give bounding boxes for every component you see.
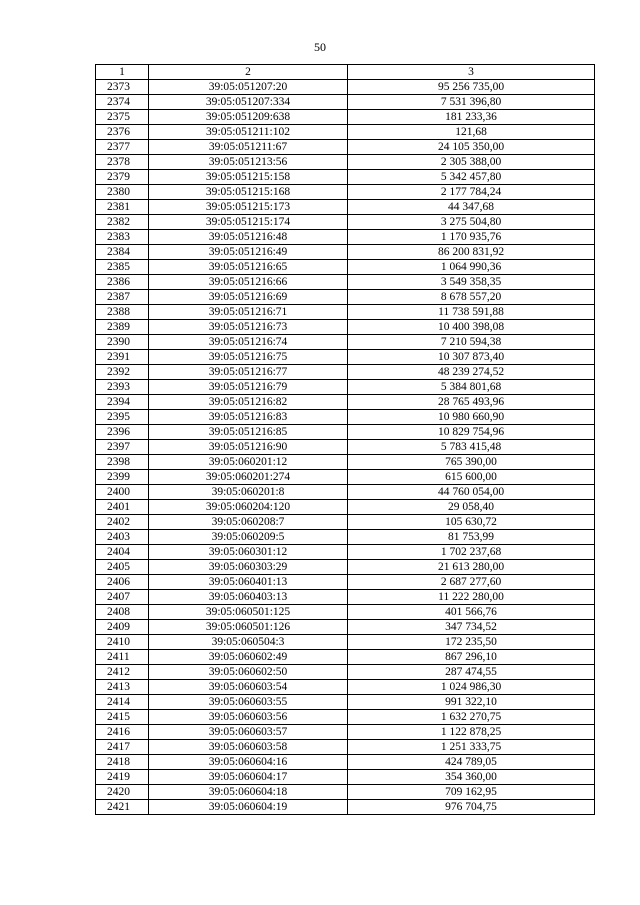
cadastral-number-cell: 39:05:051207:334 xyxy=(149,95,348,110)
cadastral-number-cell: 39:05:060603:55 xyxy=(149,695,348,710)
cadastral-number-cell: 39:05:051216:83 xyxy=(149,410,348,425)
cadastral-number-cell: 39:05:051216:71 xyxy=(149,305,348,320)
row-number-cell: 2381 xyxy=(96,200,149,215)
value-cell: 7 531 396,80 xyxy=(348,95,595,110)
cadastral-number-cell: 39:05:051216:75 xyxy=(149,350,348,365)
cadastral-number-cell: 39:05:051216:79 xyxy=(149,380,348,395)
cadastral-number-cell: 39:05:051213:56 xyxy=(149,155,348,170)
cadastral-number-cell: 39:05:060504:3 xyxy=(149,635,348,650)
value-cell: 401 566,76 xyxy=(348,605,595,620)
table-row xyxy=(96,95,595,110)
row-number-cell: 2384 xyxy=(96,245,149,260)
table-row xyxy=(96,770,595,785)
cadastral-number-cell: 39:05:051216:77 xyxy=(149,365,348,380)
table-row xyxy=(96,170,595,185)
value-cell: 2 305 388,00 xyxy=(348,155,595,170)
value-cell: 287 474,55 xyxy=(348,665,595,680)
table-row xyxy=(96,260,595,275)
table-row xyxy=(96,290,595,305)
row-number-cell: 2402 xyxy=(96,515,149,530)
table-row xyxy=(96,590,595,605)
row-number-cell: 2391 xyxy=(96,350,149,365)
table-row xyxy=(96,320,595,335)
row-number-cell: 2376 xyxy=(96,125,149,140)
cadastral-number-cell: 39:05:060403:13 xyxy=(149,590,348,605)
table-row xyxy=(96,740,595,755)
value-cell: 1 632 270,75 xyxy=(348,710,595,725)
table-row xyxy=(96,725,595,740)
table-row xyxy=(96,245,595,260)
value-cell: 1 251 333,75 xyxy=(348,740,595,755)
table-row xyxy=(96,455,595,470)
value-cell: 81 753,99 xyxy=(348,530,595,545)
value-cell: 765 390,00 xyxy=(348,455,595,470)
cadastral-number-cell: 39:05:060201:274 xyxy=(149,470,348,485)
cadastral-number-cell: 39:05:060602:50 xyxy=(149,665,348,680)
row-number-cell: 2410 xyxy=(96,635,149,650)
cadastral-number-cell: 39:05:051209:638 xyxy=(149,110,348,125)
table-row xyxy=(96,155,595,170)
cadastral-number-cell: 39:05:060604:16 xyxy=(149,755,348,770)
row-number-cell: 2393 xyxy=(96,380,149,395)
table-row xyxy=(96,335,595,350)
value-cell: 29 058,40 xyxy=(348,500,595,515)
value-cell: 5 384 801,68 xyxy=(348,380,595,395)
cadastral-number-cell: 39:05:060603:56 xyxy=(149,710,348,725)
table-row xyxy=(96,305,595,320)
column-header-1: 1 xyxy=(96,65,149,80)
table-row xyxy=(96,800,595,815)
cadastral-number-cell: 39:05:051215:173 xyxy=(149,200,348,215)
row-number-cell: 2396 xyxy=(96,425,149,440)
row-number-cell: 2386 xyxy=(96,275,149,290)
value-cell: 105 630,72 xyxy=(348,515,595,530)
table-row xyxy=(96,185,595,200)
value-cell: 1 064 990,36 xyxy=(348,260,595,275)
row-number-cell: 2382 xyxy=(96,215,149,230)
page-number: 50 xyxy=(314,40,326,54)
row-number-cell: 2408 xyxy=(96,605,149,620)
cadastral-number-cell: 39:05:051216:82 xyxy=(149,395,348,410)
cadastral-number-cell: 39:05:051211:102 xyxy=(149,125,348,140)
cadastral-number-cell: 39:05:060604:17 xyxy=(149,770,348,785)
table-header-row xyxy=(96,65,595,80)
table-row xyxy=(96,380,595,395)
row-number-cell: 2417 xyxy=(96,740,149,755)
table-row xyxy=(96,395,595,410)
row-number-cell: 2394 xyxy=(96,395,149,410)
value-cell: 44 760 054,00 xyxy=(348,485,595,500)
row-number-cell: 2418 xyxy=(96,755,149,770)
column-header-3: 3 xyxy=(348,65,595,80)
value-cell: 3 275 504,80 xyxy=(348,215,595,230)
table-row xyxy=(96,425,595,440)
cadastral-number-cell: 39:05:051215:168 xyxy=(149,185,348,200)
cadastral-number-cell: 39:05:051216:49 xyxy=(149,245,348,260)
table-row xyxy=(96,545,595,560)
row-number-cell: 2389 xyxy=(96,320,149,335)
table-row xyxy=(96,530,595,545)
cadastral-number-cell: 39:05:051215:158 xyxy=(149,170,348,185)
table-row xyxy=(96,635,595,650)
value-cell: 11 738 591,88 xyxy=(348,305,595,320)
value-cell: 991 322,10 xyxy=(348,695,595,710)
cadastral-number-cell: 39:05:051216:65 xyxy=(149,260,348,275)
table-row xyxy=(96,680,595,695)
row-number-cell: 2374 xyxy=(96,95,149,110)
table-row xyxy=(96,215,595,230)
row-number-cell: 2415 xyxy=(96,710,149,725)
table-body xyxy=(96,80,595,815)
row-number-cell: 2398 xyxy=(96,455,149,470)
table-row xyxy=(96,605,595,620)
value-cell: 1 024 986,30 xyxy=(348,680,595,695)
row-number-cell: 2405 xyxy=(96,560,149,575)
row-number-cell: 2390 xyxy=(96,335,149,350)
row-number-cell: 2397 xyxy=(96,440,149,455)
row-number-cell: 2380 xyxy=(96,185,149,200)
table-row xyxy=(96,560,595,575)
cadastral-number-cell: 39:05:051216:69 xyxy=(149,290,348,305)
value-cell: 86 200 831,92 xyxy=(348,245,595,260)
table-row xyxy=(96,710,595,725)
row-number-cell: 2419 xyxy=(96,770,149,785)
value-cell: 121,68 xyxy=(348,125,595,140)
row-number-cell: 2401 xyxy=(96,500,149,515)
row-number-cell: 2383 xyxy=(96,230,149,245)
cadastral-number-cell: 39:05:060501:125 xyxy=(149,605,348,620)
row-number-cell: 2403 xyxy=(96,530,149,545)
row-number-cell: 2399 xyxy=(96,470,149,485)
table-row xyxy=(96,410,595,425)
cadastral-number-cell: 39:05:060604:18 xyxy=(149,785,348,800)
value-cell: 354 360,00 xyxy=(348,770,595,785)
table-row xyxy=(96,110,595,125)
value-cell: 28 765 493,96 xyxy=(348,395,595,410)
value-cell: 2 687 277,60 xyxy=(348,575,595,590)
value-cell: 5 783 415,48 xyxy=(348,440,595,455)
cadastral-number-cell: 39:05:051215:174 xyxy=(149,215,348,230)
value-cell: 867 296,10 xyxy=(348,650,595,665)
table-row xyxy=(96,515,595,530)
value-cell: 976 704,75 xyxy=(348,800,595,815)
table-row xyxy=(96,80,595,95)
value-cell: 172 235,50 xyxy=(348,635,595,650)
table-row xyxy=(96,350,595,365)
cadastral-number-cell: 39:05:060303:29 xyxy=(149,560,348,575)
table-row xyxy=(96,755,595,770)
value-cell: 709 162,95 xyxy=(348,785,595,800)
table-row xyxy=(96,665,595,680)
table-row xyxy=(96,500,595,515)
cadastral-number-cell: 39:05:060209:5 xyxy=(149,530,348,545)
value-cell: 615 600,00 xyxy=(348,470,595,485)
value-cell: 1 170 935,76 xyxy=(348,230,595,245)
value-cell: 10 980 660,90 xyxy=(348,410,595,425)
value-cell: 10 829 754,96 xyxy=(348,425,595,440)
value-cell: 11 222 280,00 xyxy=(348,590,595,605)
table-row xyxy=(96,140,595,155)
value-cell: 3 549 358,35 xyxy=(348,275,595,290)
value-cell: 1 122 878,25 xyxy=(348,725,595,740)
table-row xyxy=(96,275,595,290)
cadastral-number-cell: 39:05:060603:58 xyxy=(149,740,348,755)
row-number-cell: 2375 xyxy=(96,110,149,125)
value-cell: 2 177 784,24 xyxy=(348,185,595,200)
table-row xyxy=(96,620,595,635)
cadastral-number-cell: 39:05:060301:12 xyxy=(149,545,348,560)
table-row xyxy=(96,470,595,485)
value-cell: 48 239 274,52 xyxy=(348,365,595,380)
cadastral-number-cell: 39:05:051207:20 xyxy=(149,80,348,95)
cadastral-number-cell: 39:05:051216:48 xyxy=(149,230,348,245)
cadastral-number-cell: 39:05:051216:85 xyxy=(149,425,348,440)
row-number-cell: 2387 xyxy=(96,290,149,305)
value-cell: 10 400 398,08 xyxy=(348,320,595,335)
row-number-cell: 2420 xyxy=(96,785,149,800)
row-number-cell: 2404 xyxy=(96,545,149,560)
row-number-cell: 2400 xyxy=(96,485,149,500)
cadastral-number-cell: 39:05:060602:49 xyxy=(149,650,348,665)
value-cell: 181 233,36 xyxy=(348,110,595,125)
row-number-cell: 2392 xyxy=(96,365,149,380)
row-number-cell: 2378 xyxy=(96,155,149,170)
table-row xyxy=(96,575,595,590)
value-cell: 8 678 557,20 xyxy=(348,290,595,305)
row-number-cell: 2414 xyxy=(96,695,149,710)
value-cell: 5 342 457,80 xyxy=(348,170,595,185)
cadastral-number-cell: 39:05:060201:8 xyxy=(149,485,348,500)
data-table xyxy=(95,64,595,815)
value-cell: 44 347,68 xyxy=(348,200,595,215)
row-number-cell: 2411 xyxy=(96,650,149,665)
cadastral-number-cell: 39:05:051216:66 xyxy=(149,275,348,290)
table-row xyxy=(96,485,595,500)
value-cell: 21 613 280,00 xyxy=(348,560,595,575)
cadastral-number-cell: 39:05:060603:57 xyxy=(149,725,348,740)
cadastral-number-cell: 39:05:051216:73 xyxy=(149,320,348,335)
row-number-cell: 2379 xyxy=(96,170,149,185)
value-cell: 424 789,05 xyxy=(348,755,595,770)
cadastral-number-cell: 39:05:060204:120 xyxy=(149,500,348,515)
cadastral-number-cell: 39:05:051216:90 xyxy=(149,440,348,455)
table-row xyxy=(96,785,595,800)
row-number-cell: 2373 xyxy=(96,80,149,95)
table-row xyxy=(96,230,595,245)
row-number-cell: 2413 xyxy=(96,680,149,695)
value-cell: 347 734,52 xyxy=(348,620,595,635)
value-cell: 24 105 350,00 xyxy=(348,140,595,155)
table-row xyxy=(96,200,595,215)
value-cell: 95 256 735,00 xyxy=(348,80,595,95)
table-row xyxy=(96,365,595,380)
row-number-cell: 2412 xyxy=(96,665,149,680)
table-row xyxy=(96,650,595,665)
cadastral-number-cell: 39:05:060604:19 xyxy=(149,800,348,815)
row-number-cell: 2421 xyxy=(96,800,149,815)
table-row xyxy=(96,125,595,140)
value-cell: 1 702 237,68 xyxy=(348,545,595,560)
row-number-cell: 2407 xyxy=(96,590,149,605)
row-number-cell: 2416 xyxy=(96,725,149,740)
table-row xyxy=(96,695,595,710)
cadastral-number-cell: 39:05:051211:67 xyxy=(149,140,348,155)
row-number-cell: 2395 xyxy=(96,410,149,425)
table-row xyxy=(96,440,595,455)
row-number-cell: 2409 xyxy=(96,620,149,635)
cadastral-number-cell: 39:05:060201:12 xyxy=(149,455,348,470)
cadastral-number-cell: 39:05:051216:74 xyxy=(149,335,348,350)
cadastral-number-cell: 39:05:060501:126 xyxy=(149,620,348,635)
row-number-cell: 2377 xyxy=(96,140,149,155)
value-cell: 7 210 594,38 xyxy=(348,335,595,350)
row-number-cell: 2385 xyxy=(96,260,149,275)
cadastral-number-cell: 39:05:060208:7 xyxy=(149,515,348,530)
column-header-2: 2 xyxy=(149,65,348,80)
cadastral-number-cell: 39:05:060401:13 xyxy=(149,575,348,590)
cadastral-number-cell: 39:05:060603:54 xyxy=(149,680,348,695)
value-cell: 10 307 873,40 xyxy=(348,350,595,365)
row-number-cell: 2388 xyxy=(96,305,149,320)
row-number-cell: 2406 xyxy=(96,575,149,590)
